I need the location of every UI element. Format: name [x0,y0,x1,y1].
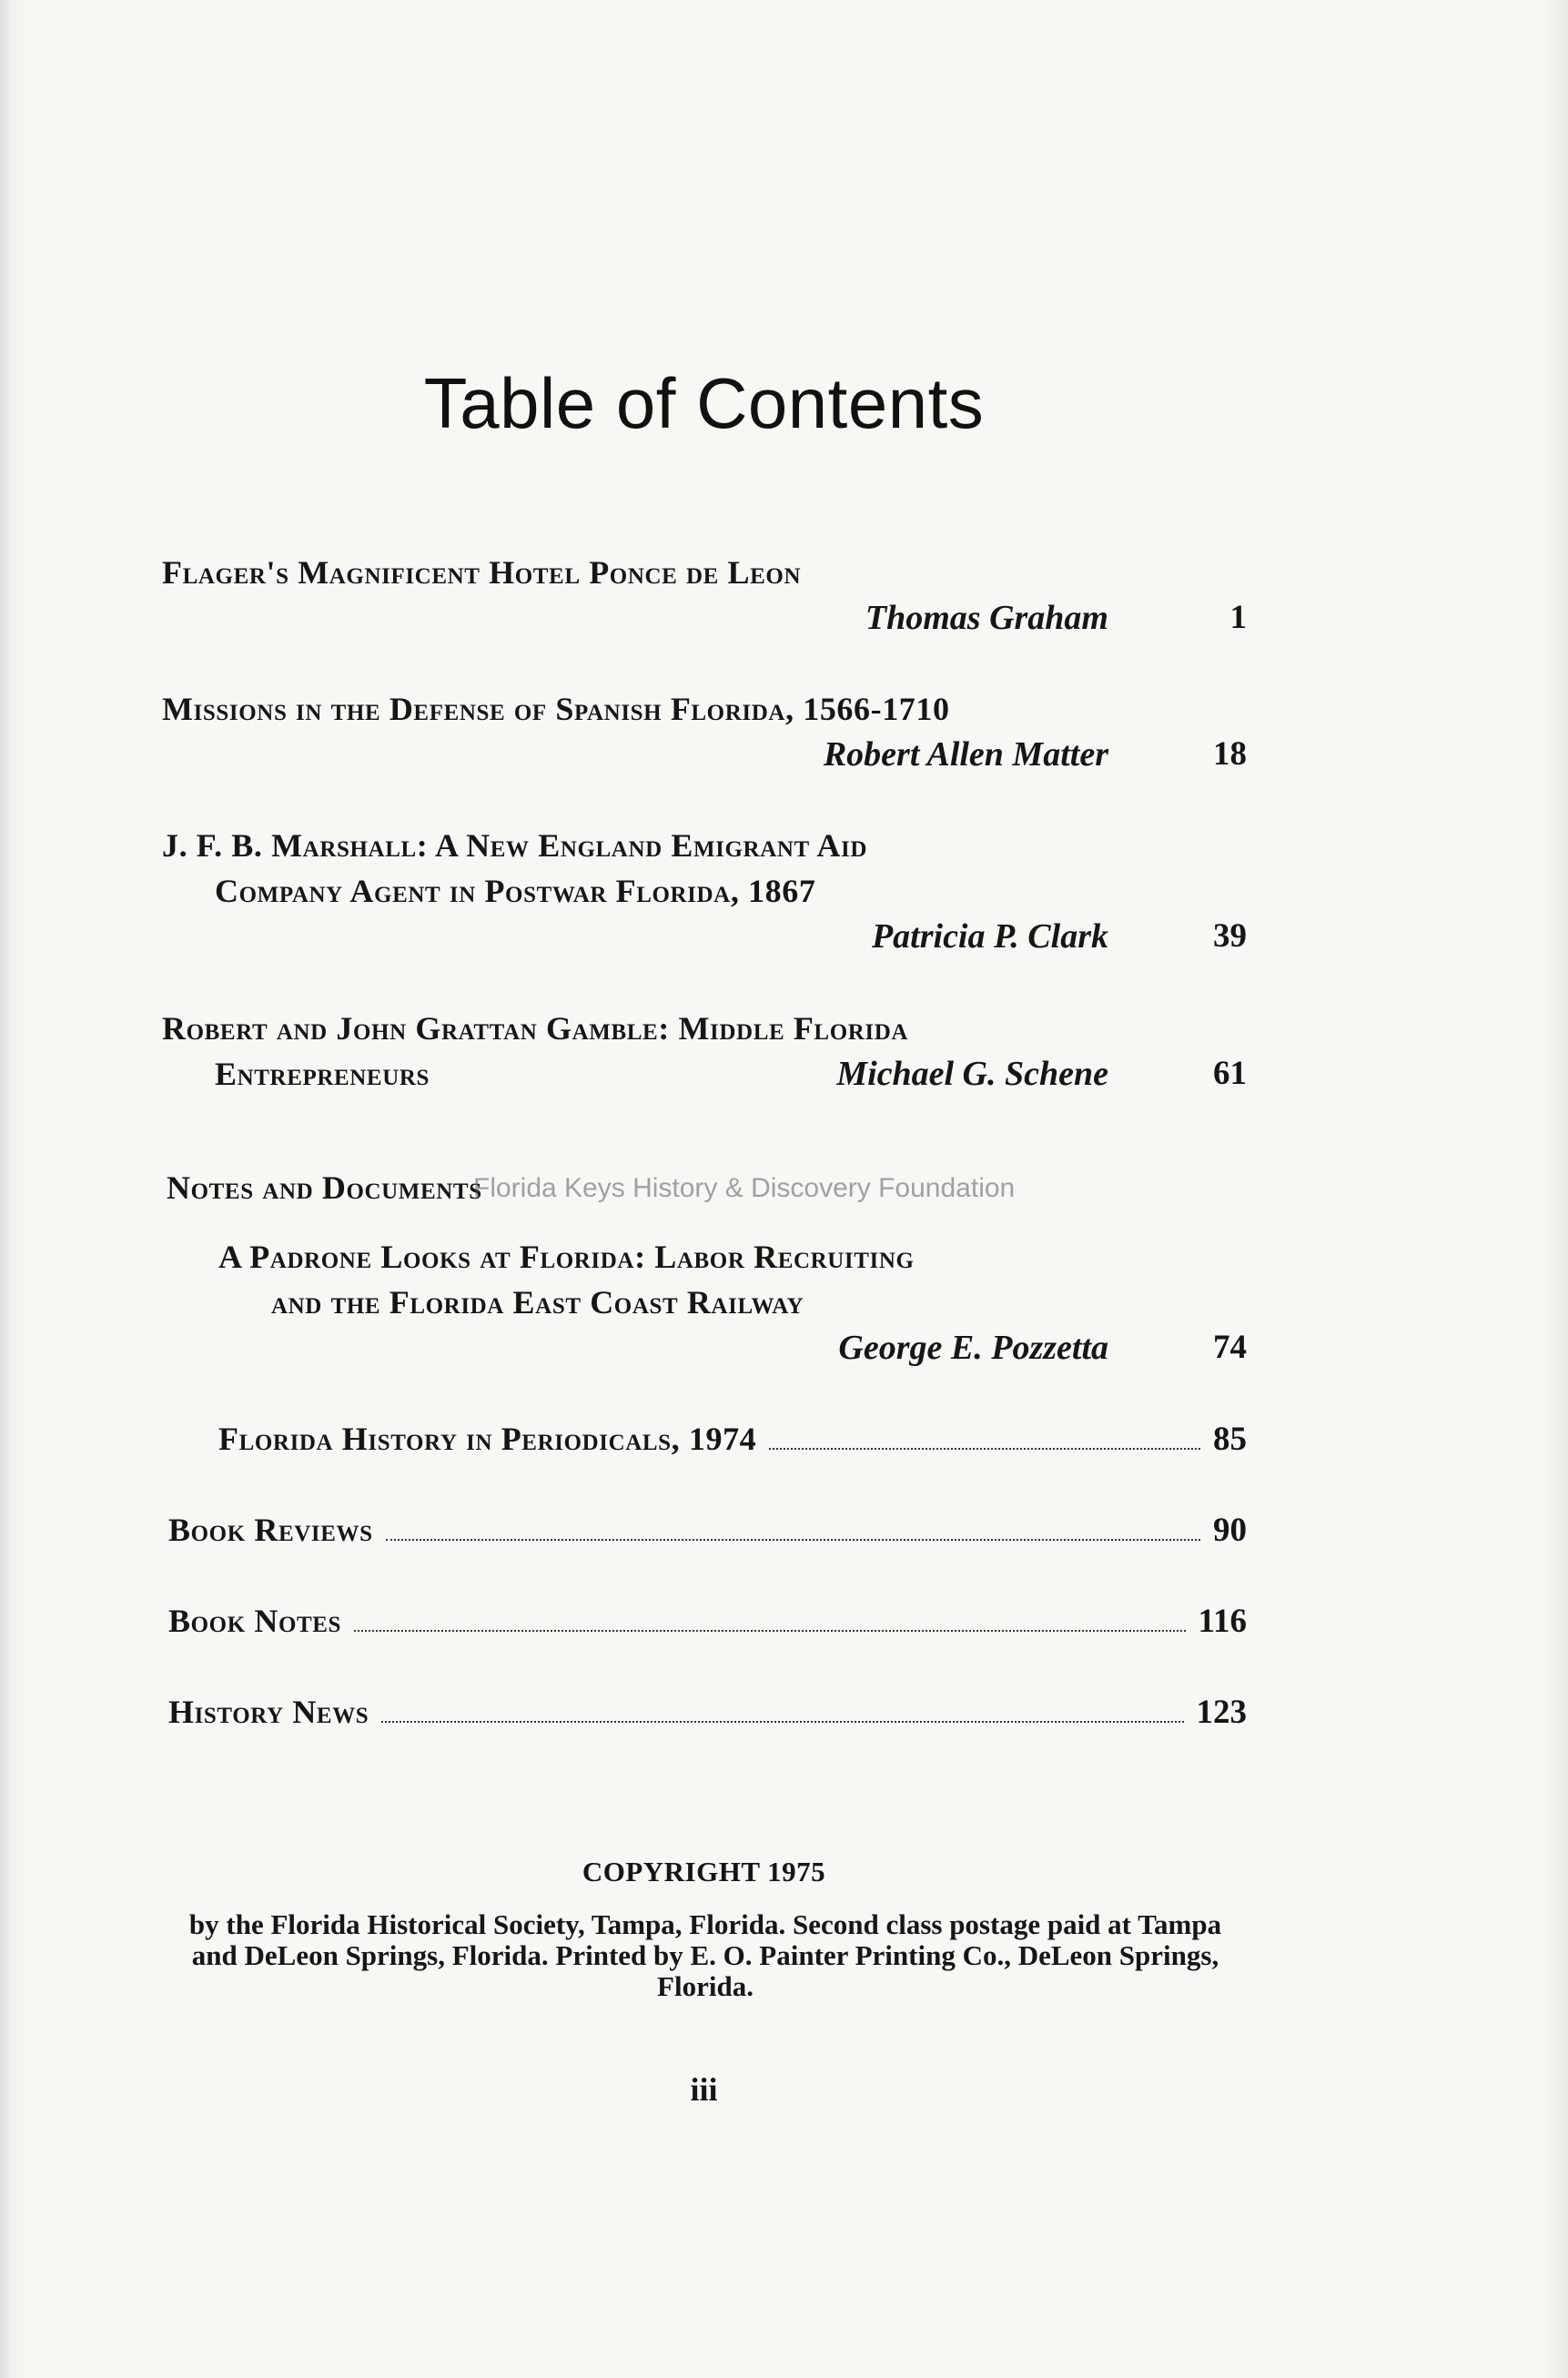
back-matter-title: Book Notes [168,1603,342,1639]
page-number: iii [690,2071,718,2108]
back-matter-row [168,1601,1247,1642]
imprint-text: by the Florida Historical Society, Tampa, Florida. Second class postage paid at Tampa and DeLeon Springs, Florida. Printed by E. O. Painter Printing Co., DeLeon Springs, Florida. [188,1908,1222,2002]
toc-entry-author: Michael G. Schene [836,1055,1108,1093]
toc-entry-title-line1: Robert and John Grattan Gamble: Middle Florida [162,1010,909,1047]
dot-leader [386,1519,1200,1541]
back-matter-page: 123 [1196,1694,1247,1731]
back-matter-row [168,1510,1247,1551]
toc-entry-title: Flager's Magnificent Hotel Ponce de Leon [162,554,802,591]
watermark: Florida Keys History & Discovery Foundation [473,1173,1016,1203]
toc-entry-page: 61 [1213,1055,1247,1092]
dot-leader [769,1428,1200,1450]
back-matter-row [168,1692,1247,1733]
periodicals-title: Florida History in Periodicals, 1974 [218,1421,757,1457]
toc-entry-page: 39 [1213,917,1247,955]
dot-leader [381,1701,1183,1723]
toc-entry-author: Thomas Graham [865,599,1108,637]
page-title: Table of Contents [423,363,985,443]
toc-entry-title: Missions in the Defense of Spanish Florida, 1566-1710 [162,691,950,727]
notes-article-title-line2: and the Florida East Coast Railway [271,1284,804,1321]
notes-article-author: George E. Pozzetta [838,1329,1108,1367]
toc-entry-page: 18 [1213,735,1247,773]
toc-entry-author: Robert Allen Matter [823,735,1108,774]
back-matter-title: History News [168,1694,369,1730]
toc-entry-title-line2: Company Agent in Postwar Florida, 1867 [215,873,816,909]
periodicals-row [218,1419,1247,1460]
toc-entry-page: 1 [1229,599,1247,636]
notes-heading: Notes and Documents [167,1169,482,1206]
toc-entry-title-line2: Entrepreneurs [215,1056,430,1092]
toc-entry-title-line1: J. F. B. Marshall: A New England Emigrant Aid [162,827,867,864]
back-matter-title: Book Reviews [168,1512,373,1548]
periodicals-page: 85 [1213,1421,1247,1458]
notes-article-page: 74 [1213,1329,1247,1366]
back-matter-page: 116 [1198,1603,1247,1640]
back-matter-page: 90 [1213,1512,1247,1549]
copyright-line: COPYRIGHT 1975 [582,1856,826,1887]
notes-article-title-line1: A Padrone Looks at Florida: Labor Recruiting [218,1239,915,1275]
dot-leader [354,1610,1185,1632]
toc-entry-author: Patricia P. Clark [871,917,1108,956]
